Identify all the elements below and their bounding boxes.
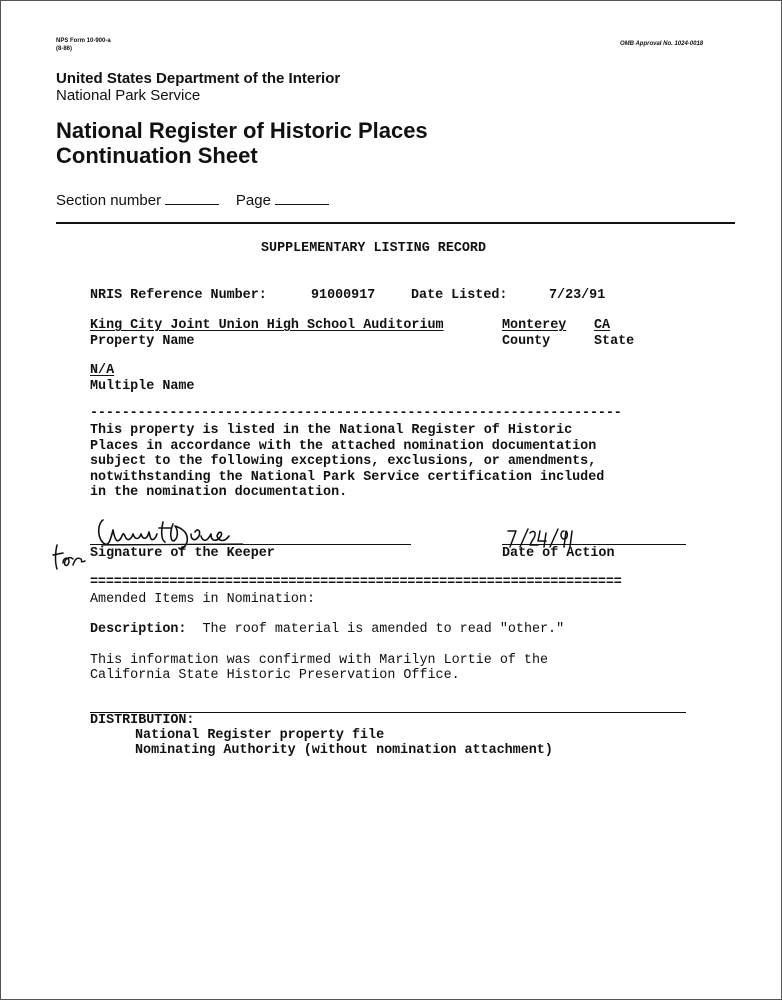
- section-number-blank: [165, 192, 219, 205]
- agency-name: National Park Service: [56, 87, 201, 104]
- form-number: NPS Form 10-900-a: [56, 38, 111, 44]
- date-action-label: Date of Action: [502, 546, 615, 561]
- county-value: Monterey: [502, 318, 567, 333]
- distribution-item-1: National Register property file: [135, 728, 385, 743]
- distribution-label: DISTRIBUTION:: [90, 713, 195, 728]
- county-label: County: [502, 334, 551, 349]
- form-revision: (8-86): [56, 46, 73, 52]
- nris-value: 91000917: [311, 288, 376, 303]
- dashed-divider: -------------------------------------------------------------------: [90, 406, 622, 421]
- date-listed-label: Date Listed:: [411, 288, 508, 303]
- page-label: Page: [235, 192, 271, 209]
- property-name-value: King City Joint Union High School Auditorium: [90, 318, 444, 333]
- statement-line-2: Places in accordance with the attached nomination documentation: [90, 439, 597, 454]
- statement-line-3: subject to the following exceptions, exclusions, or amendments,: [90, 454, 597, 469]
- signature-prefix-handwriting: [51, 541, 91, 571]
- header-divider: [56, 222, 735, 224]
- multiple-name-value: N/A: [90, 363, 115, 378]
- description-row: [90, 622, 564, 637]
- page-title: National Register of Historic Places: [56, 118, 428, 143]
- date-listed-value: 7/23/91: [549, 288, 606, 303]
- department-name: United States Department of the Interior: [56, 70, 341, 87]
- statement-line-5: in the nomination documentation.: [90, 485, 348, 500]
- confirmation-line-2: California State Historic Preservation Office.: [90, 668, 460, 683]
- double-divider: ===================================================================: [90, 575, 622, 590]
- section-number-field: [56, 192, 329, 209]
- record-heading: SUPPLEMENTARY LISTING RECORD: [261, 241, 486, 256]
- omb-approval: OMB Approval No. 1024-0018: [620, 41, 704, 47]
- page-number-blank: [275, 192, 329, 205]
- statement-line-1: This property is listed in the National Register of Historic: [90, 423, 573, 438]
- nris-label: NRIS Reference Number:: [90, 288, 267, 303]
- description-text: The roof material is amended to read "other.": [202, 622, 565, 637]
- description-label: Description:: [90, 622, 187, 637]
- property-name-label: Property Name: [90, 334, 195, 349]
- section-number-label: Section number: [56, 192, 162, 209]
- multiple-name-label: Multiple Name: [90, 379, 195, 394]
- confirmation-line-1: This information was confirmed with Marilyn Lortie of the: [90, 653, 549, 668]
- distribution-item-2: Nominating Authority (without nomination attachment): [135, 743, 553, 758]
- amended-heading: Amended Items in Nomination:: [90, 592, 315, 607]
- page-subtitle: Continuation Sheet: [56, 143, 258, 168]
- signature-label: Signature of the Keeper: [90, 546, 275, 561]
- statement-line-4: notwithstanding the National Park Service certification included: [90, 470, 605, 485]
- state-label: State: [594, 334, 635, 349]
- state-value: CA: [594, 318, 611, 333]
